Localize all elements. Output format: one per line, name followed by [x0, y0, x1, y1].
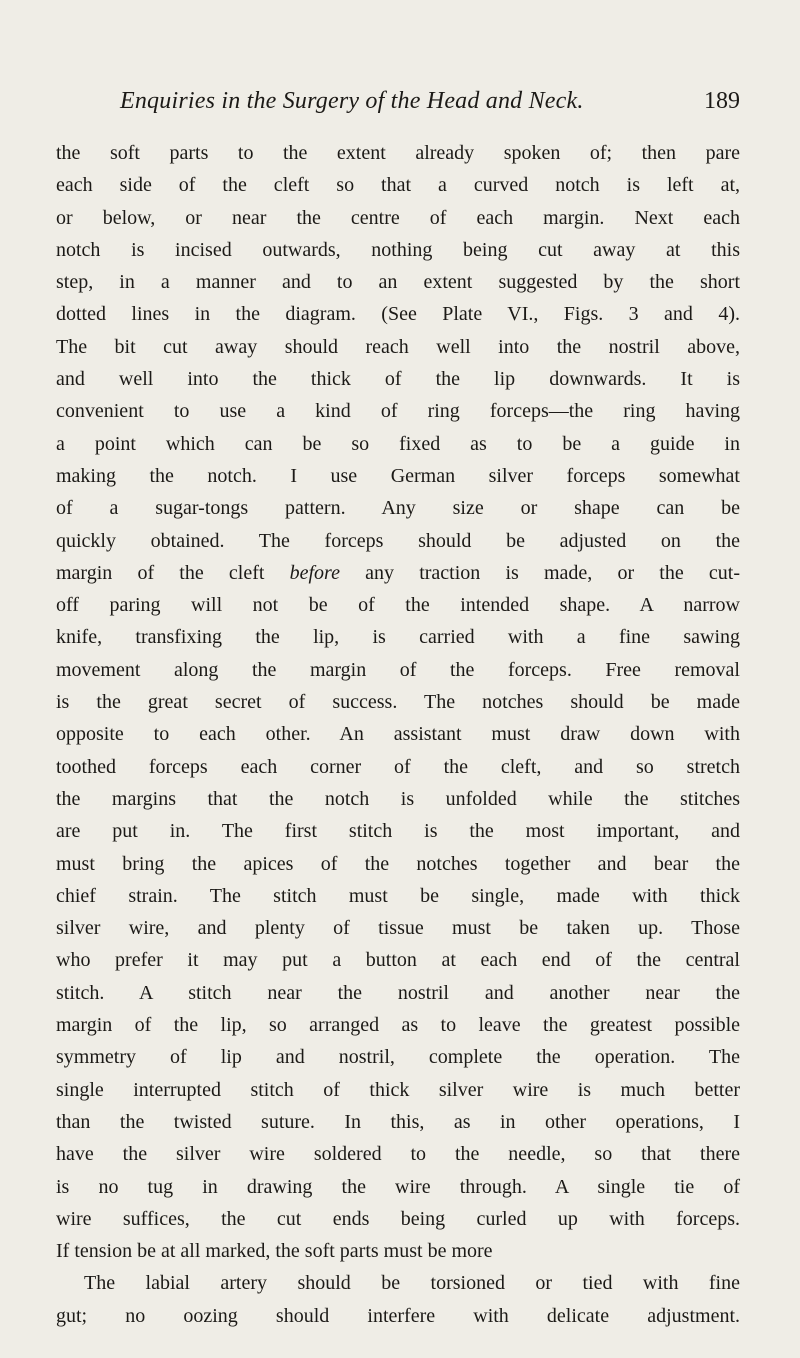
text-line: If tension be at all marked, the soft parts must be more [56, 1240, 493, 1263]
text-line: step, in a manner and to an extent suggested by the short [56, 271, 740, 294]
text-line: knife, transfixing the lip, is carried with a fine sawing [56, 626, 740, 649]
body-text [56, 137, 740, 1332]
text-line: a point which can be so fixed as to be a guide in [56, 432, 740, 455]
text-line: opposite to each other. An assistant must draw down with [56, 723, 740, 746]
text-line: of a sugar-tongs pattern. Any size or shape can be [56, 497, 740, 520]
text-line: dotted lines in the diagram. (See Plate VI., Figs. 3 and 4). [56, 303, 740, 326]
emphasis-before: before [289, 561, 340, 584]
page-header [120, 88, 740, 122]
text-line: the margins that the notch is unfolded while the stitches [56, 787, 740, 810]
text-line: quickly obtained. The forceps should be adjusted on the [56, 529, 740, 552]
text-line: stitch. A stitch near the nostril and another near the [56, 981, 740, 1004]
text-line: chief strain. The stitch must be single, made with thick [56, 884, 740, 907]
line-post-text: any traction is made, or the cut- [339, 561, 740, 584]
text-line: are put in. The first stitch is the most important, and [56, 820, 740, 843]
text-line: and well into the thick of the lip downwards. It is [56, 368, 740, 391]
text-line: symmetry of lip and nostril, complete the operation. The [56, 1046, 740, 1069]
text-line: single interrupted stitch of thick silver wire is much better [56, 1078, 740, 1101]
text-line: who prefer it may put a button at each end of the central [56, 949, 740, 972]
text-line: or below, or near the centre of each margin. Next each [56, 206, 740, 229]
text-line: movement along the margin of the forceps. Free removal [56, 658, 740, 681]
text-line: off paring will not be of the intended shape. A narrow [56, 594, 740, 617]
text-line: is no tug in drawing the wire through. A single tie of [56, 1175, 740, 1198]
text-line: the soft parts to the extent already spoken of; then pare [56, 142, 740, 164]
text-line: is the great secret of success. The notches should be made [56, 691, 740, 714]
text-line: gut; no oozing should interfere with delicate adjustment. [56, 1304, 740, 1327]
running-title: Enquiries in the Surgery of the Head and Neck. [120, 88, 584, 114]
page-number: 189 [704, 88, 740, 114]
text-line: notch is incised outwards, nothing being cut away at this [56, 238, 740, 261]
line-pre-text: margin of the cleft [56, 561, 290, 584]
text-line: convenient to use a kind of ring forceps—the ring having [56, 400, 740, 423]
text-line: must bring the apices of the notches together and bear the [56, 852, 740, 875]
text-line: The bit cut away should reach well into the nostril above, [56, 335, 740, 358]
text-line: toothed forceps each corner of the cleft, and so stretch [56, 755, 740, 778]
text-line: silver wire, and plenty of tissue must be taken up. Those [56, 917, 740, 940]
text-line-with-emphasis [56, 557, 740, 589]
text-line: making the notch. I use German silver forceps somewhat [56, 464, 740, 487]
text-line: than the twisted suture. In this, as in other operations, I [56, 1110, 740, 1133]
text-line: margin of the lip, so arranged as to leave the greatest possible [56, 1014, 740, 1037]
text-line: The labial artery should be torsioned or tied with fine [84, 1272, 740, 1295]
text-line: wire suffices, the cut ends being curled up with forceps. [56, 1207, 740, 1230]
text-line: each side of the cleft so that a curved notch is left at, [56, 174, 740, 197]
text-line: have the silver wire soldered to the needle, so that there [56, 1143, 740, 1166]
